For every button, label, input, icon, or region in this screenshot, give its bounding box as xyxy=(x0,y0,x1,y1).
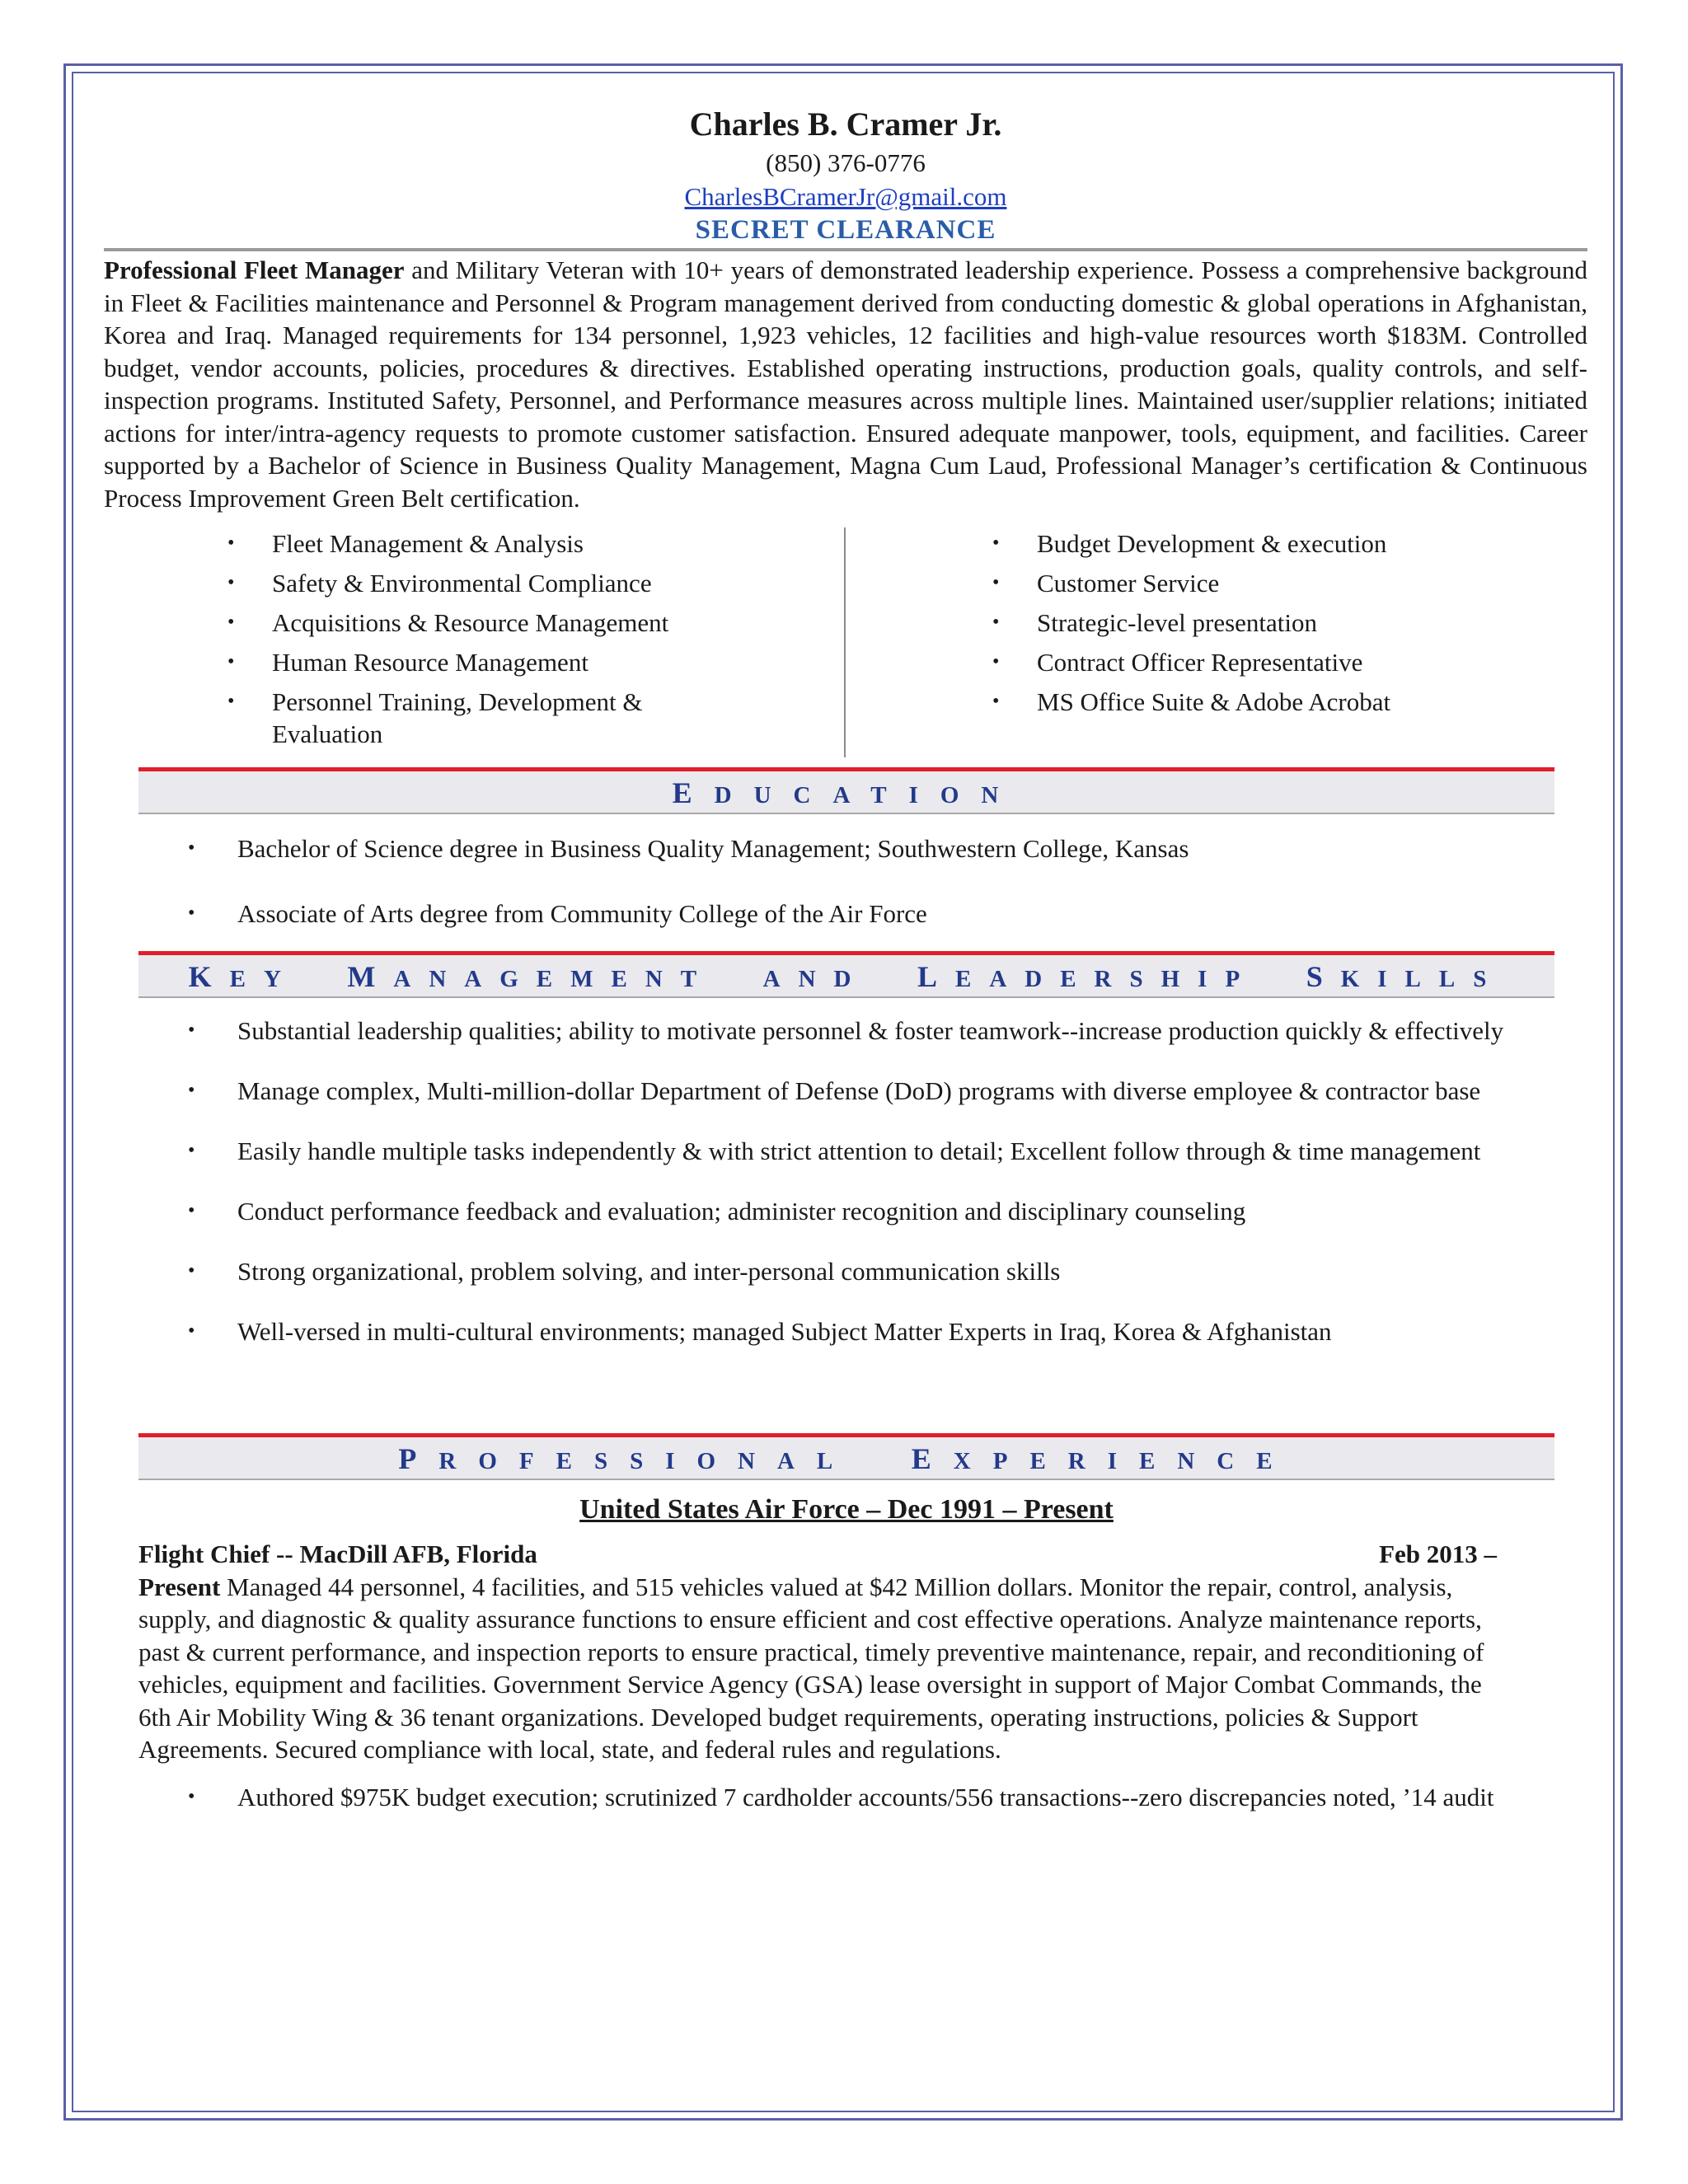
professional-summary xyxy=(104,254,1587,514)
competency-item: • Personnel Training, Development & Evaluation xyxy=(227,686,717,750)
skills-heading: KEY MANAGEMENT AND LEADERSHIP SKILLS xyxy=(138,951,1554,998)
competency-item: • Strategic-level presentation xyxy=(992,607,1587,639)
skill-item: • Substantial leadership qualities; ability to motivate personnel & foster teamwork--increase production quickly & effectively xyxy=(138,1015,1554,1047)
competency-item: • MS Office Suite & Adobe Acrobat xyxy=(992,686,1587,718)
phone-number: (850) 376-0776 xyxy=(766,148,926,177)
email-link[interactable]: CharlesBCramerJr@gmail.com xyxy=(684,182,1007,211)
job-title: Flight Chief -- MacDill AFB, Florida xyxy=(138,1540,537,1568)
education-section xyxy=(138,767,1554,930)
candidate-name: Charles B. Cramer Jr. xyxy=(689,105,1002,143)
competencies-left-column xyxy=(104,527,846,757)
employer-heading: United States Air Force – Dec 1991 – Present xyxy=(579,1494,1114,1525)
summary-lead: Professional Fleet Manager xyxy=(104,255,405,284)
competency-item: • Contract Officer Representative xyxy=(992,646,1587,678)
job-title-line xyxy=(138,1538,1554,1571)
job-entry xyxy=(138,1538,1554,1766)
competency-item: • Acquisitions & Resource Management xyxy=(227,607,844,639)
skill-item: • Manage complex, Multi-million-dollar Department of Defense (DoD) programs with diverse employee & contractor base xyxy=(138,1075,1554,1107)
skill-item: • Well-versed in multi-cultural environments; managed Subject Matter Experts in Iraq, Korea & Afghanistan xyxy=(138,1315,1554,1347)
core-competencies xyxy=(104,527,1587,757)
competencies-right-column xyxy=(846,527,1587,757)
experience-section xyxy=(138,1433,1554,1813)
skill-item: • Strong organizational, problem solving, and inter-personal communication skills xyxy=(138,1255,1554,1287)
experience-heading: PROFESSIONAL EXPERIENCE xyxy=(138,1433,1554,1480)
competency-item: • Fleet Management & Analysis xyxy=(227,527,844,560)
skills-section xyxy=(138,951,1554,1347)
skill-item: • Easily handle multiple tasks independently & with strict attention to detail; Excellent follow through & time management xyxy=(138,1135,1554,1167)
summary-text: and Military Veteran with 10+ years of demonstrated leadership experience. Possess a comprehensive background in Fleet & Facilities maintenance and Personnel & Program management derived from conducting domestic & global operations in Afghanistan, Korea and Iraq. Managed requirements for 134 personnel, 1,923 vehicles, 12 facilities and high-value resources worth $183M. Controlled budget, vendor accounts, policies, procedures & directives. Established operating instructions, production goals, quality controls, and self-inspection programs. Instituted Safety, Personnel, and Performance measures across multiple lines. Maintained user/supplier relations; initiated actions for inter/intra-agency requests to promote customer satisfaction. Ensured adequate manpower, tools, equipment, and facilities. Career supported by a Bachelor of Science in Business Quality Management, Magna Cum Laud, Professional Manager’s certification & Continuous Process Improvement Green Belt certification. xyxy=(104,255,1587,513)
clearance-label: SECRET CLEARANCE xyxy=(695,215,996,245)
resume-page xyxy=(104,99,1587,1813)
education-heading: EDUCATION xyxy=(138,767,1554,814)
education-item: • Associate of Arts degree from Community College of the Air Force xyxy=(138,898,1554,930)
education-item: • Bachelor of Science degree in Business Quality Management; Southwestern College, Kansas xyxy=(138,832,1554,865)
job-description: Present Managed 44 personnel, 4 facilities, and 515 vehicles valued at $42 Million dollars. Monitor the repair, control, analysis, supply, and diagnostic & quality assurance functions to ensure efficient and cost effective operations. Analyze maintenance reports, past & current performance, and inspection reports to ensure practical, timely preventive maintenance, repair, and reconditioning of vehicles, equipment and facilities. Government Service Agency (GSA) lease oversight in support of Major Combat Commands, the 6th Air Mobility Wing & 36 tenant organizations. Developed budget requirements, operating instructions, policies & Support Agreements. Secured compliance with local, state, and federal rules and regulations. xyxy=(138,1572,1484,1764)
competency-item: • Human Resource Management xyxy=(227,646,844,678)
achievement-item: • Authored $975K budget execution; scrutinized 7 cardholder accounts/556 transactions--zero discrepancies noted, ’14 audit xyxy=(138,1781,1554,1813)
job-dates: Feb 2013 – xyxy=(1379,1540,1497,1568)
job-dates-continued: Present xyxy=(138,1572,221,1601)
competency-item: • Budget Development & execution xyxy=(992,527,1587,560)
competency-item: • Safety & Environmental Compliance xyxy=(227,567,844,599)
competency-item: • Customer Service xyxy=(992,567,1587,599)
header-divider xyxy=(104,248,1587,251)
skill-item: • Conduct performance feedback and evaluation; administer recognition and disciplinary counseling xyxy=(138,1195,1554,1227)
resume-header xyxy=(104,103,1587,246)
